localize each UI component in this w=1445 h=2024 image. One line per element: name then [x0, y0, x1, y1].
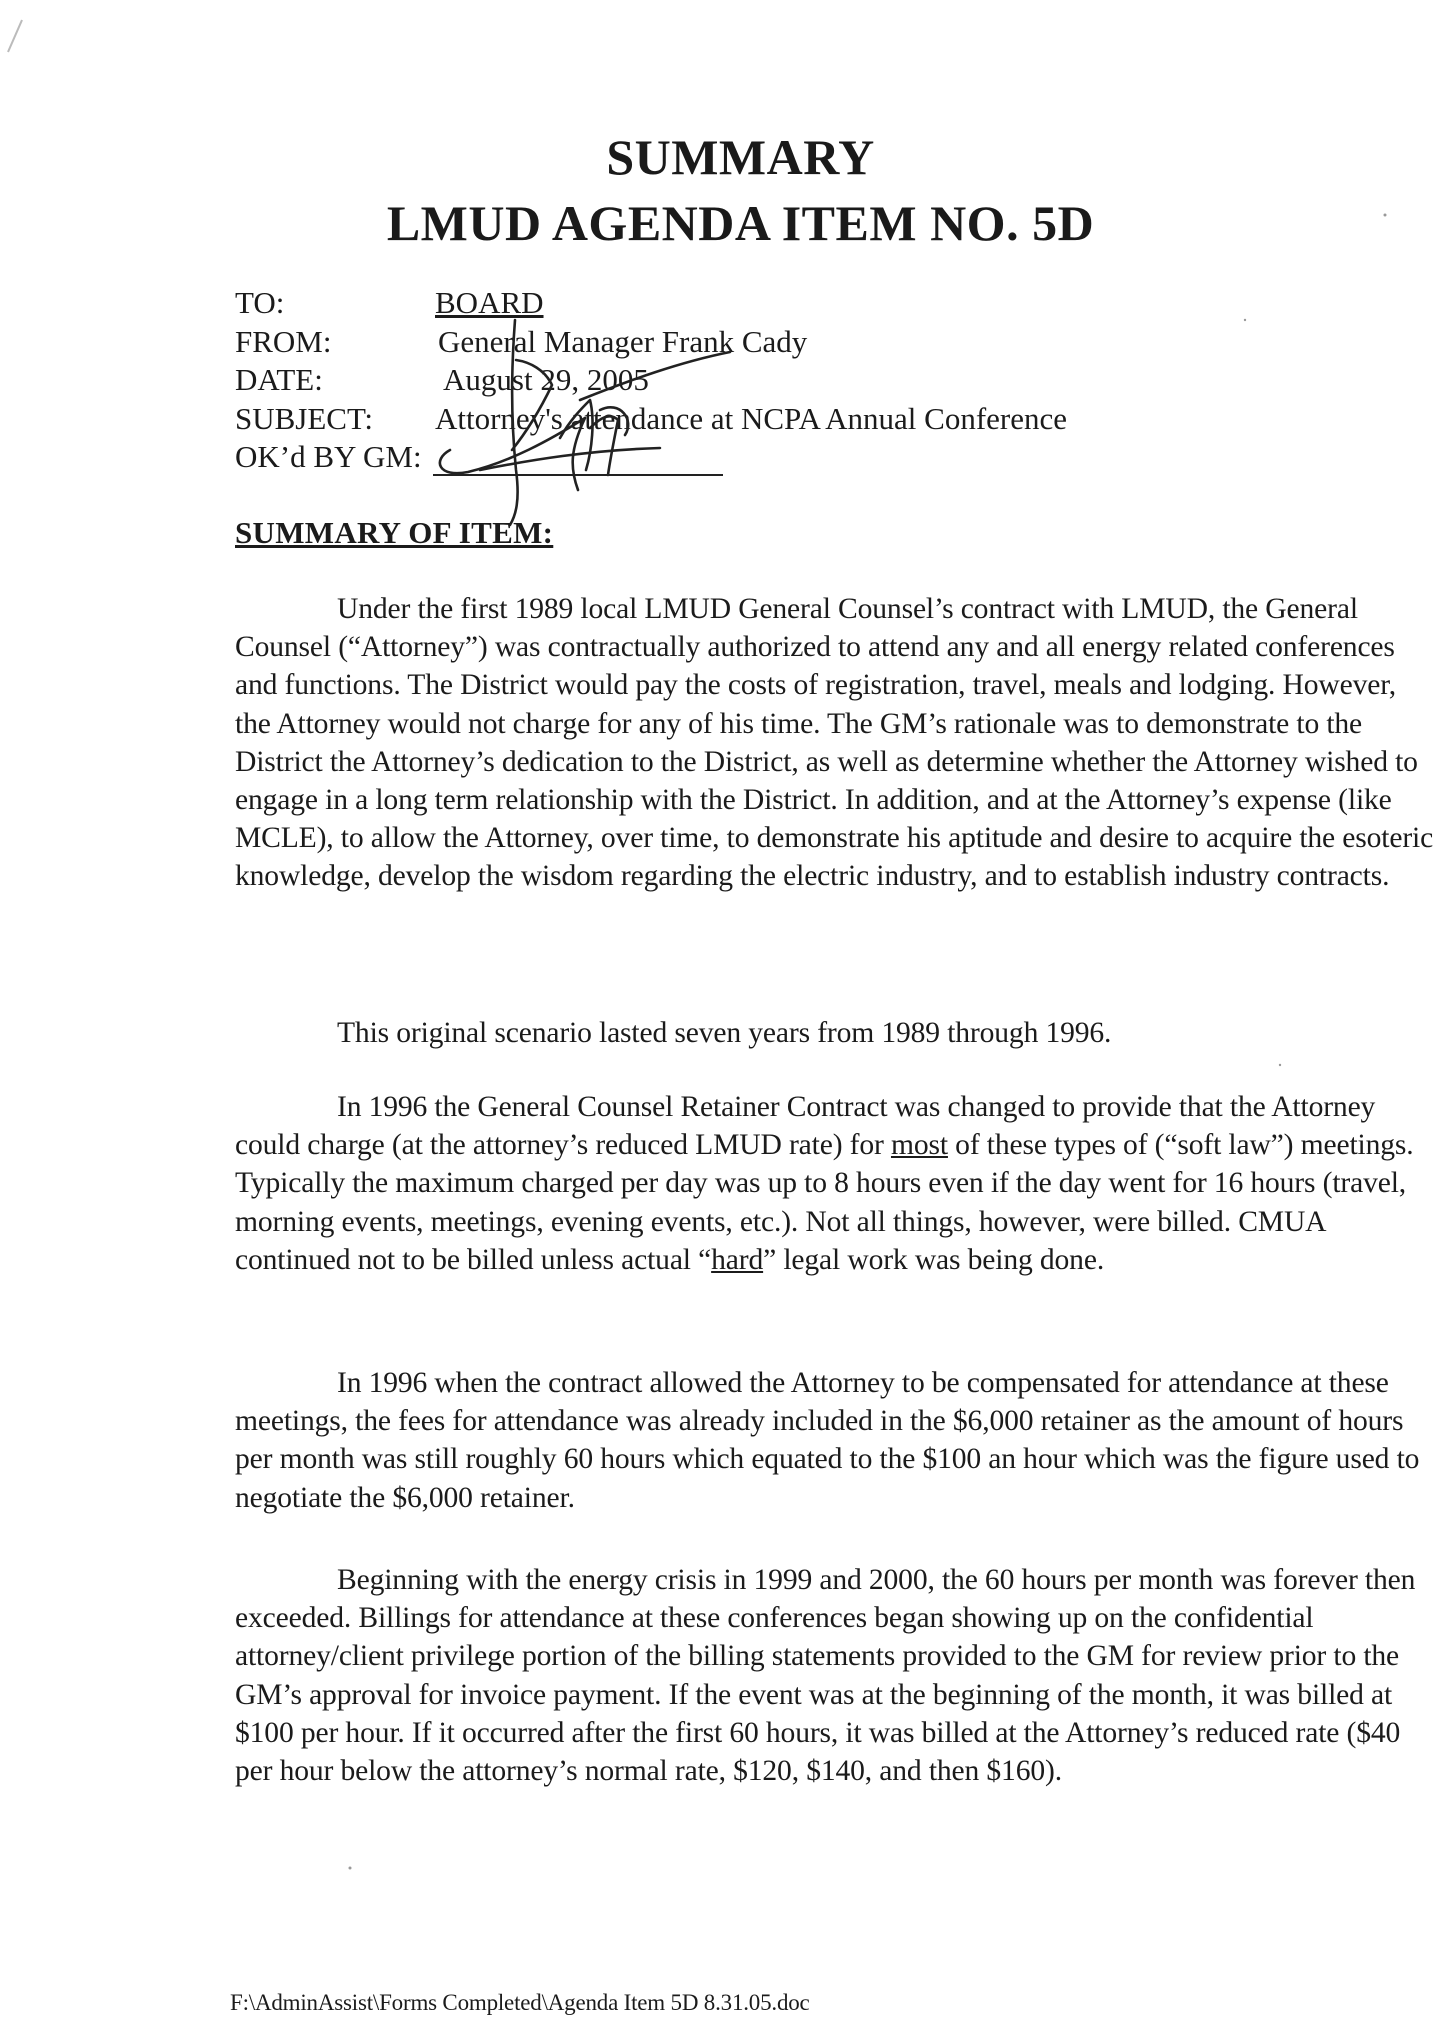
- paragraph-1: Under the first 1989 local LMUD General Counsel’s contract with LMUD, the General Counsel (“Attorney”) was contractually authorized to attend any and all energy related conferences and functions. The District would pay the costs of registration, travel, meals and lodging. However, the Attorney would not charge for any of his time. The GM’s rationale was to demonstrate to the District the Attorney’s dedication to the District, as well as determine whether the Attorney wished to engage in a long term relationship with the District. In addition, and at the Attorney’s expense (like MCLE), to allow the Attorney, over time, to demonstrate his aptitude and desire to acquire the esoteric knowledge, develop the wisdom regarding the electric industry, and to establish industry contracts.: [235, 593, 1434, 893]
- title-summary: SUMMARY: [606, 129, 875, 185]
- header-ok-row: [235, 438, 435, 476]
- underlined-most: most: [890, 1129, 948, 1162]
- subject-label: SUBJECT:: [235, 401, 373, 436]
- from-value: General Manager Frank Cady: [438, 324, 808, 359]
- underlined-hard: hard: [711, 1243, 764, 1276]
- paragraph-4: In 1996 when the contract allowed the Attorney to be compensated for attendance at these meetings, the fees for attendance was already included in the $6,000 retainer as the amount of hours per month was still roughly 60 hours which equated to the $100 an hour which was the figure used to negotiate the $6,000 retainer.: [235, 1367, 1420, 1514]
- ok-by-gm-label: OK’d BY GM:: [235, 439, 422, 474]
- footer-file-path: F:\AdminAssist\Forms Completed\Agenda Item 5D 8.31.05.doc: [230, 1990, 810, 2015]
- to-value: BOARD: [435, 285, 544, 320]
- to-label: TO:: [235, 285, 285, 320]
- paragraph-2: This original scenario lasted seven years from 1989 through 1996.: [337, 1017, 1112, 1049]
- paragraph-3-part-b: of these types of (“soft law”) meetings. Typically the maximum charged per day was up to 8 hours even if the day went for 16 hours (travel, morning events, meetings, evening events, etc.). Not all things, however, were billed. CMUA continued not to be billed unless actual “: [235, 1129, 1414, 1276]
- paragraph-3: [235, 1088, 1435, 1279]
- paragraph-5: Beginning with the energy crisis in 1999 and 2000, the 60 hours per month was forever then exceeded. Billings for attendance at these conferences began showing up on the confidential attorney/client privilege portion of the billing statements provided to the GM for review prior to the GM’s approval for invoice payment. If the event was at the beginning of the month, it was billed at $100 per hour. If it occurred after the first 60 hours, it was billed at the Attorney’s reduced rate ($40 per hour below the attorney’s normal rate, $120, $140, and then $160).: [235, 1564, 1416, 1788]
- date-value: August 29, 2005: [443, 362, 649, 397]
- gm-signature: [420, 300, 760, 530]
- paragraph-3-part-a: In 1996 the General Counsel Retainer Contract was changed to provide that the Attorney could charge (at the attorney’s reduced LMUD rate) for: [235, 1091, 1376, 1162]
- title-agenda-item: LMUD AGENDA ITEM NO. 5D: [386, 195, 1095, 251]
- from-label: FROM:: [235, 324, 332, 359]
- paragraph-3-part-c: ” legal work was being done.: [763, 1243, 1105, 1276]
- summary-of-item-heading: SUMMARY OF ITEM:: [235, 515, 554, 550]
- subject-value: Attorney's attendance at NCPA Annual Conference: [435, 401, 1068, 436]
- date-label: DATE:: [235, 362, 323, 397]
